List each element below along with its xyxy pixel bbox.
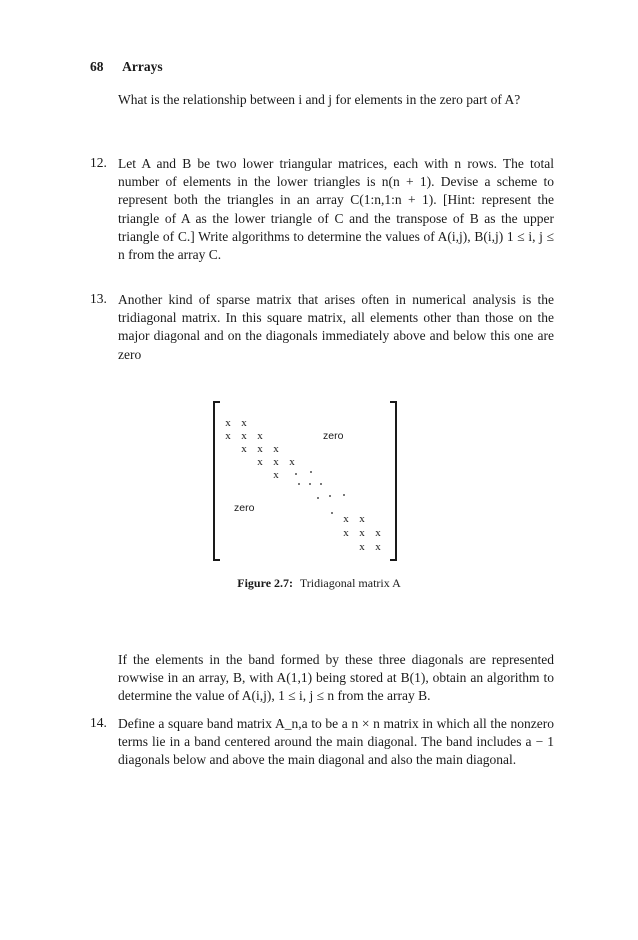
tridiagonal-matrix-figure xyxy=(208,400,404,566)
matrix-entry: x xyxy=(257,430,263,442)
matrix-entry: x xyxy=(257,456,263,468)
question-12-text: Let A and B be two lower triangular matrices, each with n rows. The total number of elements in the lower triangles is n(n + 1). Devise a scheme to represent both the triangles in an array C(1:n,1:n + 1). [Hint: represent the triangle of A as the lower triangle of C and the transpose of B as the upper triangle of C.] Write algorithms to determine the values of A(i,j), B(i,j) 1 ≤ i, j ≤ n from the array C. xyxy=(118,156,554,263)
matrix-entry: x xyxy=(241,443,247,455)
matrix-entry: x xyxy=(273,469,279,481)
matrix-entry: x xyxy=(257,443,263,455)
matrix-entry: x xyxy=(375,527,381,539)
matrix-entry: x xyxy=(375,541,381,553)
section-title: Arrays xyxy=(122,59,163,74)
matrix-entry: x xyxy=(225,430,231,442)
figure-label: Figure 2.7: xyxy=(237,576,294,590)
figure-caption xyxy=(0,576,638,591)
matrix-entry: x xyxy=(225,417,231,429)
matrix-diagram xyxy=(208,400,404,566)
matrix-entry: x xyxy=(289,456,295,468)
question-12-number: 12. xyxy=(90,155,107,170)
intro-paragraph: What is the relationship between i and j for elements in the zero part of A? xyxy=(118,92,521,107)
matrix-entry: x xyxy=(343,527,349,539)
matrix-entry: x xyxy=(241,417,247,429)
question-14-text: Define a square band matrix A_n,a to be a n × n matrix in which all the nonzero terms lie in a band centered around the main diagonal. The band includes a − 1 diagonals below and above the main diagonal and also the main diagonal. xyxy=(118,716,554,768)
matrix-entry: x xyxy=(359,527,365,539)
page-number: 68 xyxy=(90,59,104,74)
left-bracket xyxy=(214,402,220,560)
matrix-entry: x xyxy=(359,513,365,525)
matrix-entry: x xyxy=(241,430,247,442)
right-bracket xyxy=(390,402,396,560)
page-header xyxy=(90,59,163,75)
question-13-number: 13. xyxy=(90,291,107,306)
matrix-entry: x xyxy=(273,456,279,468)
zero-label-lower: zero xyxy=(234,502,255,514)
matrix-entries xyxy=(225,417,381,553)
matrix-entry: x xyxy=(343,513,349,525)
zero-label-upper: zero xyxy=(323,430,344,442)
question-13-continuation: If the elements in the band formed by these three diagonals are represented rowwise in an array, B, with A(1,1) being stored at B(1), obtain an algorithm to determine the value of A(i,j), 1 ≤ i, j ≤ n from the array B. xyxy=(118,652,554,704)
question-13-text: Another kind of sparse matrix that arises often in numerical analysis is the tridiagonal matrix. In this square matrix, all elements other than those on the major diagonal and on the diagonals immediately above and below this one are zero xyxy=(118,292,554,362)
matrix-entry: x xyxy=(359,541,365,553)
continuation-dots xyxy=(295,471,345,514)
question-14-number: 14. xyxy=(90,715,107,730)
matrix-entry: x xyxy=(273,443,279,455)
figure-caption-text: Tridiagonal matrix A xyxy=(299,576,401,590)
